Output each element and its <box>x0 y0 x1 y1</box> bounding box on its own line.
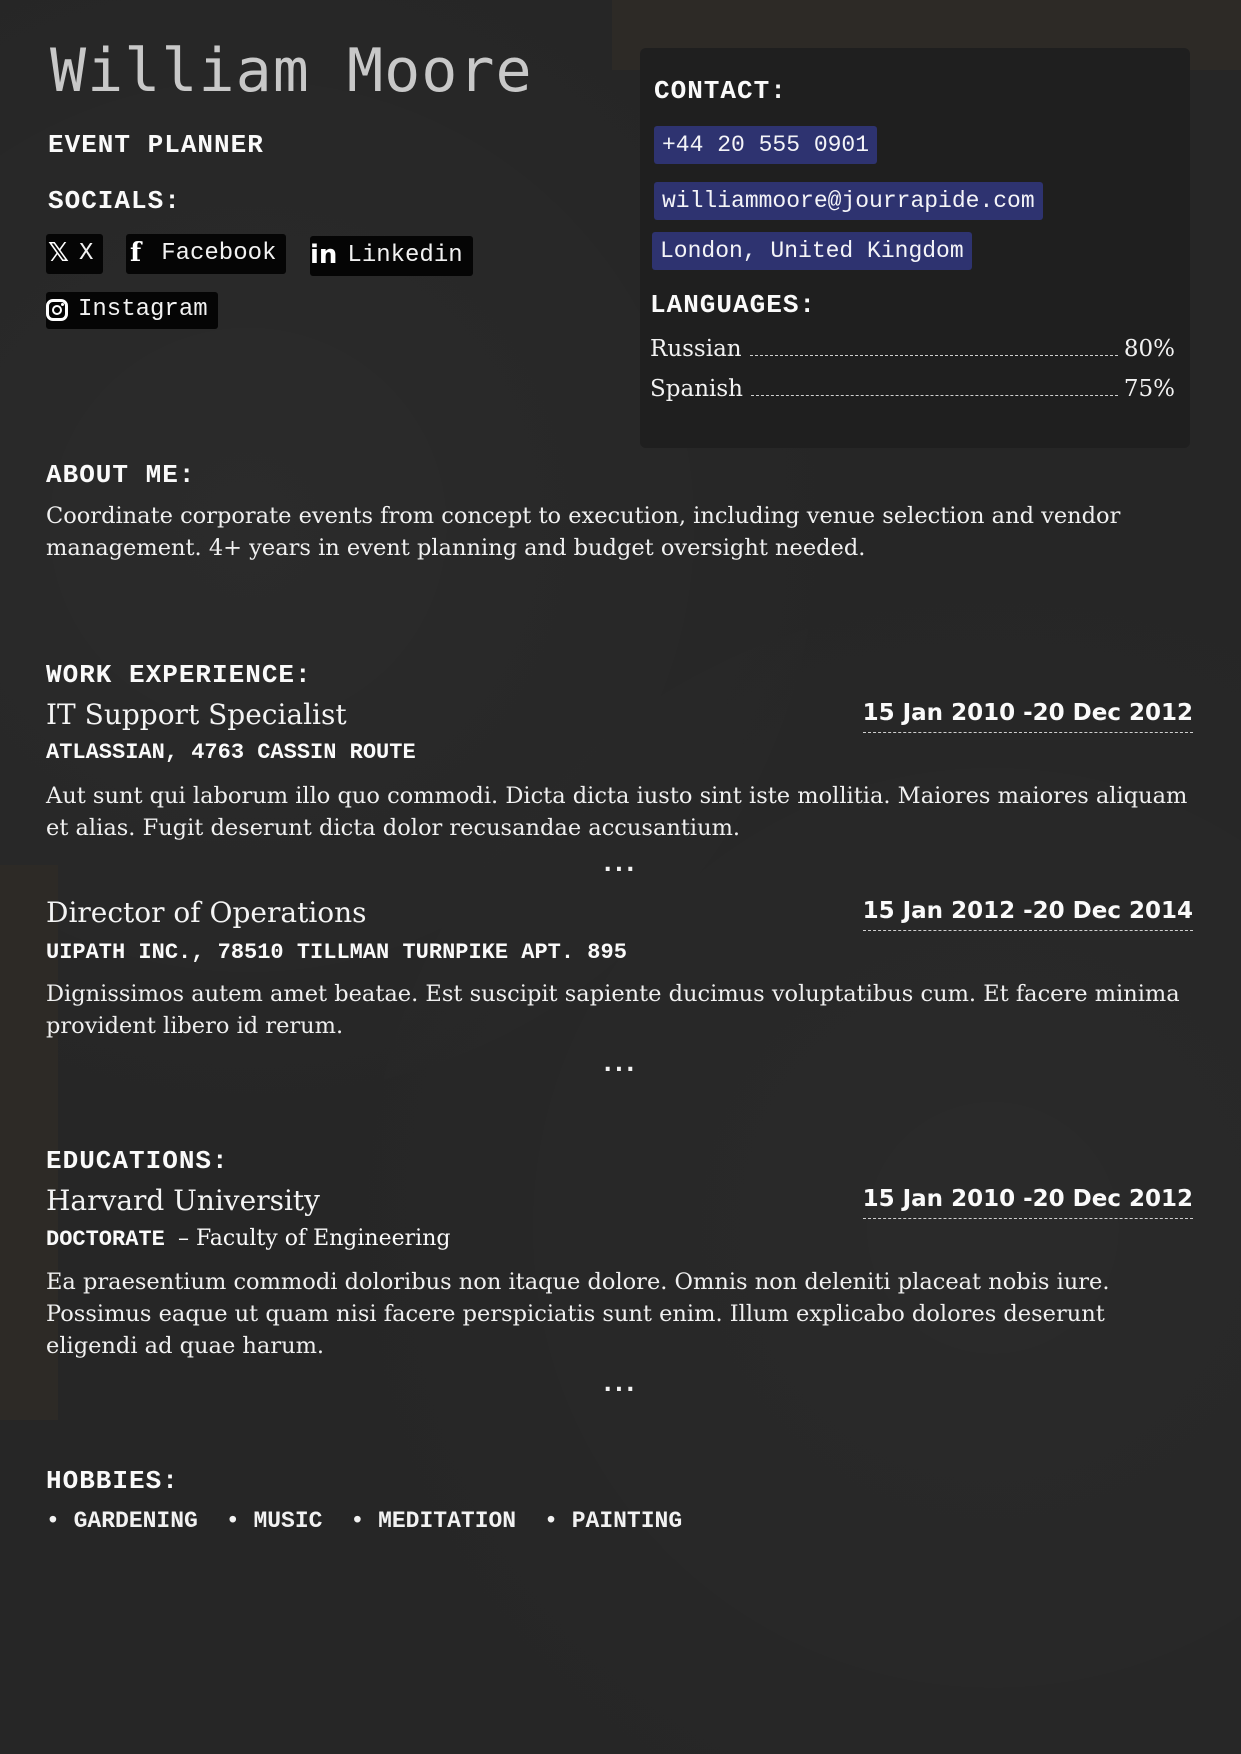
work-item-date: 15 Jan 2012 -20 Dec 2014 <box>863 898 1193 931</box>
language-row <box>650 336 1175 362</box>
contact-email[interactable]: williammoore@jourrapide.com <box>654 182 1043 220</box>
language-row <box>650 376 1175 402</box>
contact-location: London, United Kingdom <box>652 232 972 270</box>
work-item-title: Director of Operations <box>46 896 367 929</box>
social-linkedin[interactable] <box>310 236 473 276</box>
about-heading: ABOUT ME: <box>46 460 196 490</box>
linkedin-icon: in <box>310 240 338 270</box>
candidate-name: William Moore <box>50 36 533 106</box>
language-level: 75% <box>1123 376 1175 402</box>
x-icon: 𝕏 <box>48 238 69 268</box>
hobby-item: • MEDITATION <box>350 1508 516 1534</box>
contact-heading: CONTACT: <box>654 76 787 106</box>
job-title-heading: EVENT PLANNER <box>48 130 264 160</box>
social-facebook-label: Facebook <box>161 239 277 267</box>
education-school: Harvard University <box>46 1184 320 1217</box>
hobby-item: • PAINTING <box>544 1508 682 1534</box>
language-leader <box>750 355 1118 356</box>
work-item-title: IT Support Specialist <box>46 698 347 731</box>
social-instagram-label: Instagram <box>78 296 208 323</box>
education-degree-line <box>46 1226 450 1252</box>
hobby-item: • MUSIC <box>226 1508 323 1534</box>
social-x-label: X <box>78 239 94 267</box>
work-item-company: UIPATH INC., 78510 TILLMAN TURNPIKE APT. 895 <box>46 940 627 965</box>
language-name: Spanish <box>650 376 743 402</box>
hobby-item: • GARDENING <box>46 1508 198 1534</box>
social-linkedin-label: Linkedin <box>347 241 463 269</box>
language-level: 80% <box>1123 336 1175 362</box>
facebook-icon: f <box>130 238 142 268</box>
about-text: Coordinate corporate events from concept to execution, including venue selection and vendor management. 4+ years in event planning and budget oversight needed. <box>46 503 1121 561</box>
contact-phone[interactable]: +44 20 555 0901 <box>654 126 877 164</box>
social-instagram[interactable] <box>46 292 218 329</box>
work-item-description: Aut sunt qui laborum illo quo commodi. Dicta dicta iusto sint iste mollitia. Maiores maiores aliquam et alias. Fugit deserunt dicta dolor recusandae accusantium. <box>46 783 1188 841</box>
education-heading: EDUCATIONS: <box>46 1146 229 1176</box>
language-name: Russian <box>650 336 742 362</box>
separator-dots: ... <box>603 1052 638 1077</box>
social-x[interactable] <box>46 234 103 274</box>
hobbies-list <box>46 1508 682 1534</box>
work-item-description: Dignissimos autem amet beatae. Est suscipit sapiente ducimus voluptatibus cum. Et facere minima provident libero id rerum. <box>46 981 1180 1039</box>
work-item-date: 15 Jan 2010 -20 Dec 2012 <box>863 700 1193 733</box>
education-description: Ea praesentium commodi doloribus non itaque dolore. Omnis non deleniti placeat nobis iure. Possimus eaque ut quam nisi facere perspiciatis sunt enim. Illum explicabo dolores deserunt eligendi ad quae harum. <box>46 1269 1110 1359</box>
work-heading: WORK EXPERIENCE: <box>46 660 312 690</box>
separator-dots: ... <box>603 852 638 877</box>
socials-heading: SOCIALS: <box>48 186 181 216</box>
instagram-icon <box>46 299 68 321</box>
education-faculty: – Faculty of Engineering <box>178 1226 451 1251</box>
education-degree: DOCTORATE <box>46 1227 165 1252</box>
languages-heading: LANGUAGES: <box>650 290 817 320</box>
hobbies-heading: HOBBIES: <box>46 1466 179 1496</box>
work-item-company: ATLASSIAN, 4763 CASSIN ROUTE <box>46 740 416 765</box>
social-facebook[interactable] <box>126 234 286 274</box>
separator-dots: ... <box>603 1372 638 1397</box>
education-date: 15 Jan 2010 -20 Dec 2012 <box>863 1186 1193 1219</box>
language-leader <box>751 395 1118 396</box>
